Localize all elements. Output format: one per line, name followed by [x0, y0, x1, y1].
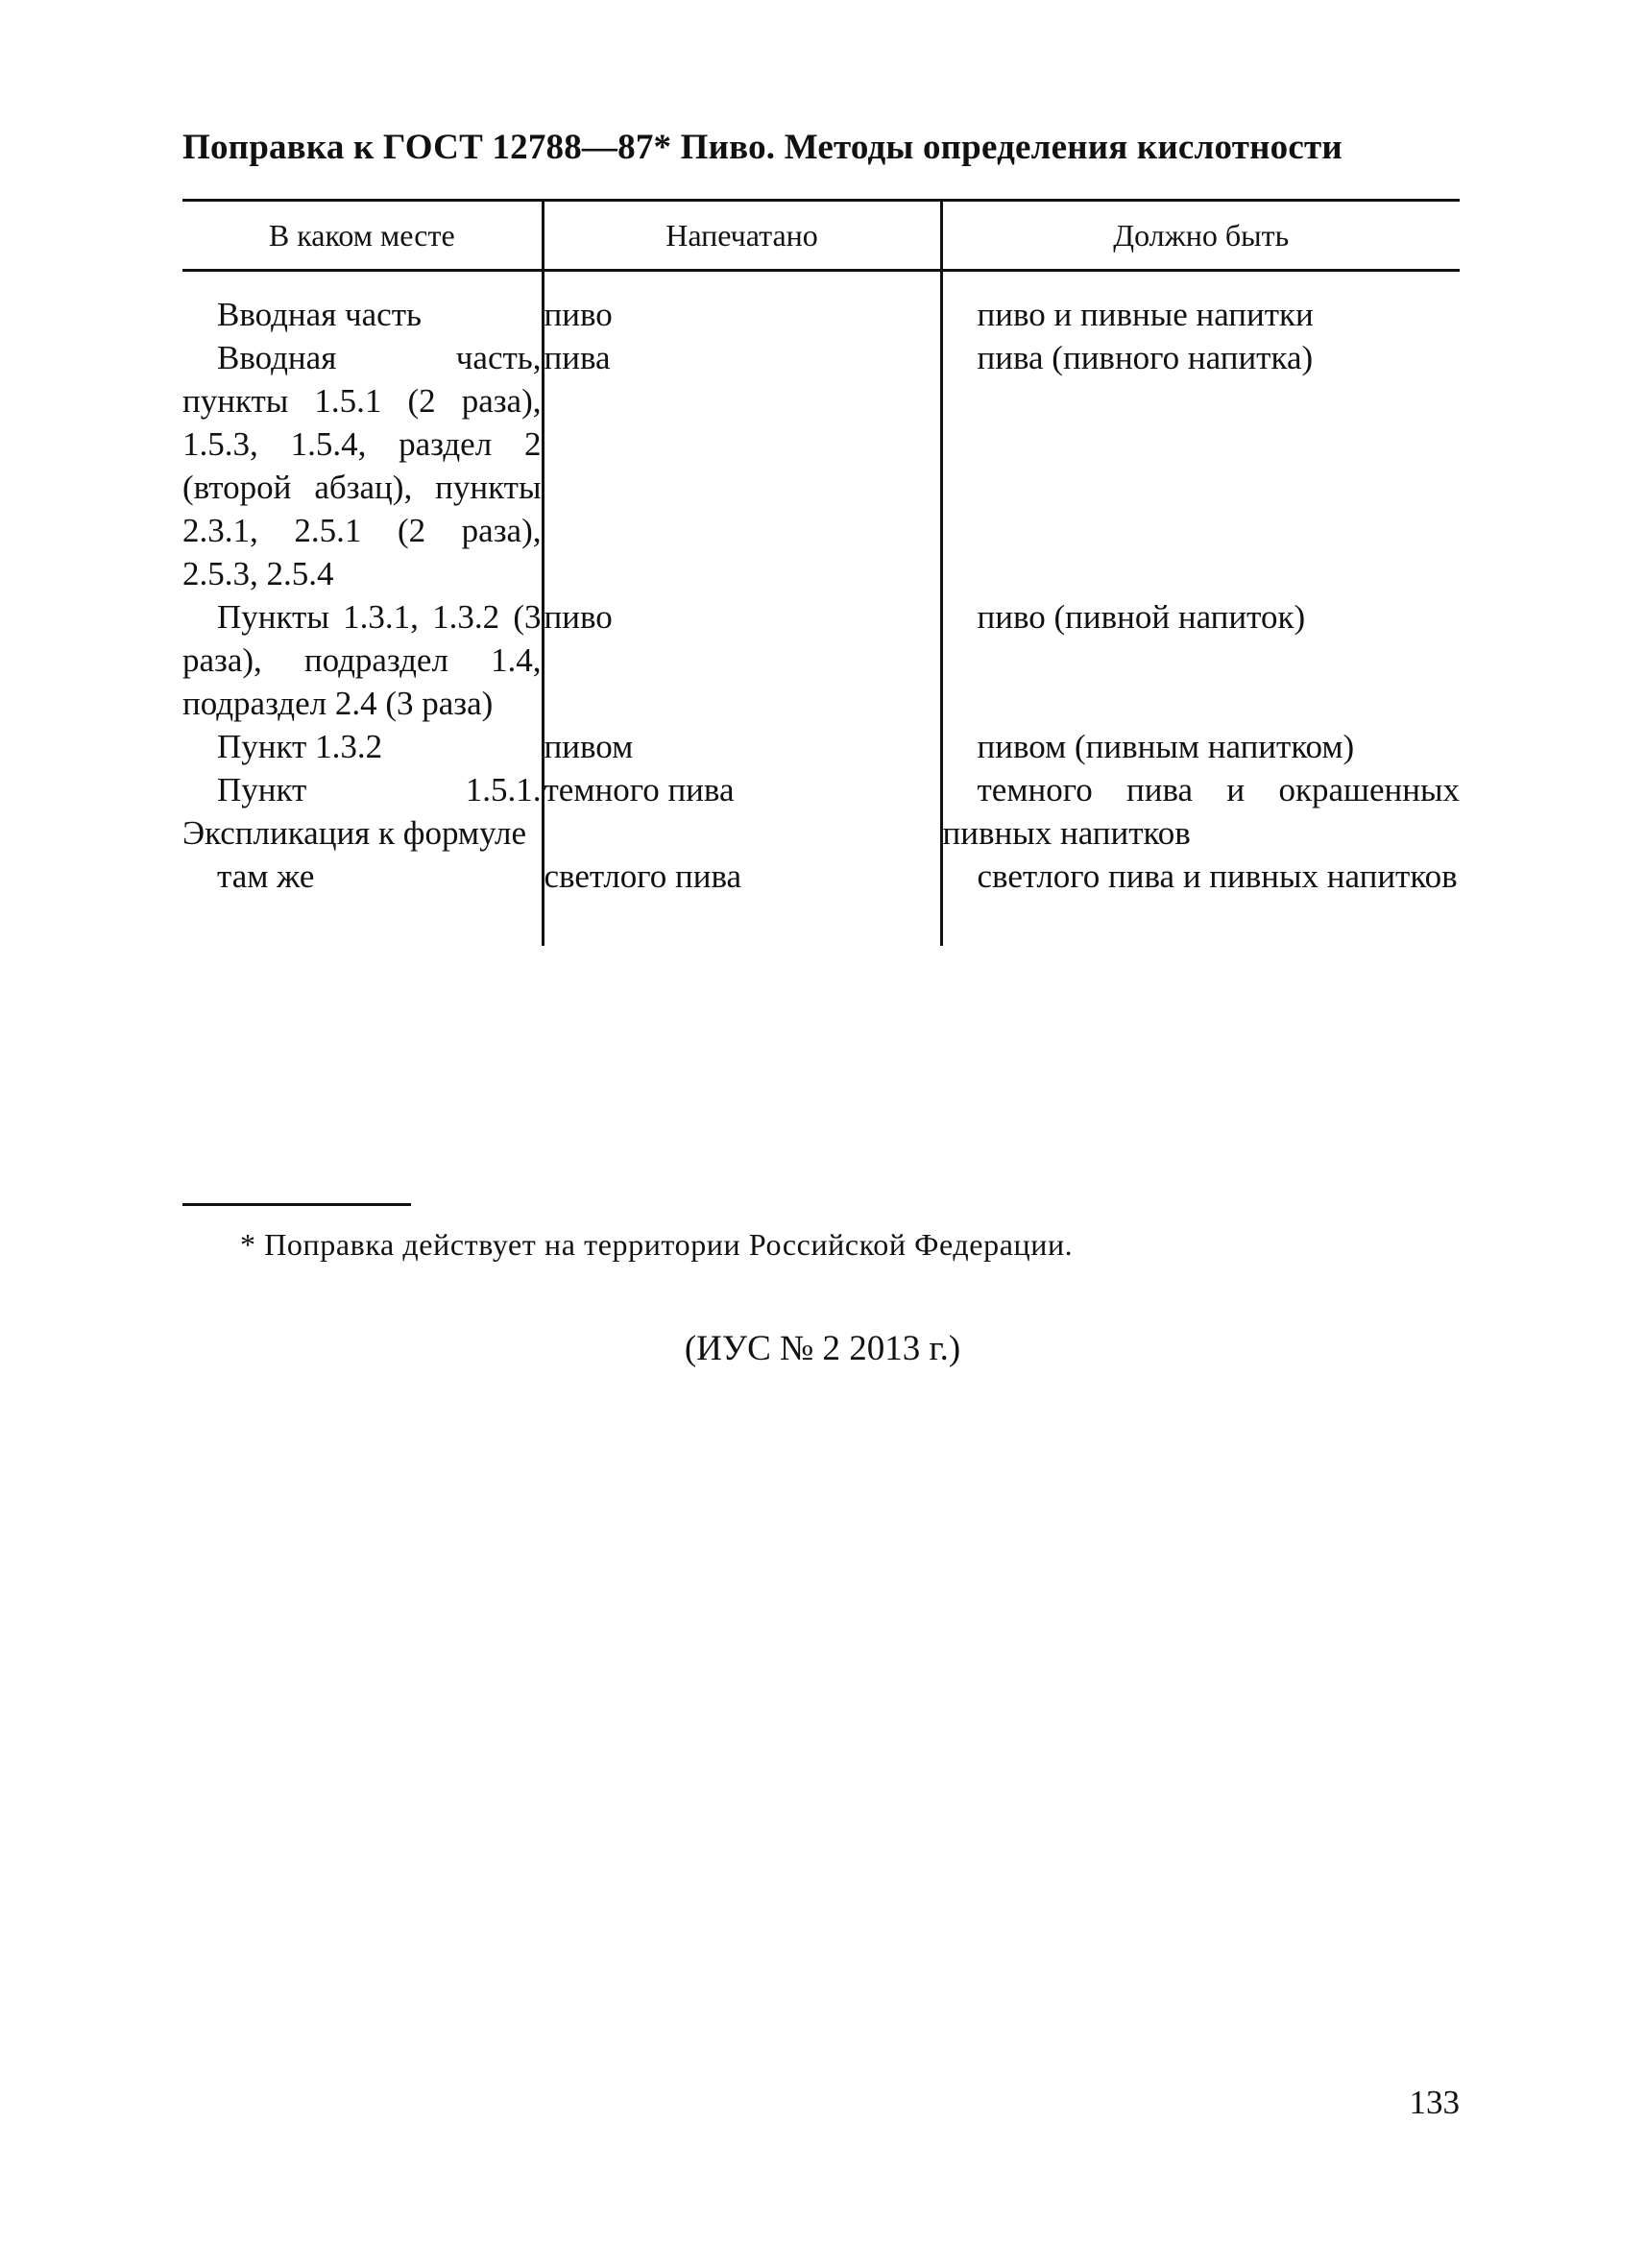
- cell-place: Вводная часть, пункты 1.5.1 (2 раза), 1.5.3, 1.5.4, раздел 2 (второй абзац), пункты 2.3.1, 2.5.1 (2 раза), 2.5.3, 2.5.4: [182, 339, 542, 592]
- publication-reference: (ИУС № 2 2013 г.): [684, 1329, 961, 1368]
- header-printed: Напечатано: [543, 201, 941, 271]
- table-row: [182, 855, 1460, 898]
- corrections-table-container: [182, 199, 1460, 946]
- footnote-divider: [182, 1203, 411, 1206]
- cell-printed: темного пива: [543, 768, 941, 855]
- cell-should-be: пива (пивного напитка): [941, 336, 1460, 595]
- table-row: [182, 768, 1460, 855]
- cell-place: Пункт 1.5.1. Экспликация к формуле: [182, 771, 542, 852]
- header-should-be: Должно быть: [941, 201, 1460, 271]
- corrections-table: [182, 199, 1460, 946]
- footnote: * Поправка действует на территории Российской Федерации.: [240, 1227, 1074, 1262]
- table-row: [182, 725, 1460, 768]
- cell-should-be: пивом (пивным напитком): [941, 725, 1460, 768]
- cell-should-be: темного пива и окрашенных пивных напитков: [941, 768, 1460, 855]
- cell-place: там же: [217, 857, 315, 895]
- cell-printed: пиво: [543, 595, 941, 725]
- cell-should-be: светлого пива и пивных напитков: [941, 855, 1460, 898]
- table-spacer-row: [182, 898, 1460, 946]
- table-spacer-row: [182, 271, 1460, 294]
- cell-should-be: пиво и пивные напитки: [941, 293, 1460, 336]
- table-row: [182, 595, 1460, 725]
- table-row: [182, 293, 1460, 336]
- cell-place: Пункты 1.3.1, 1.3.2 (3 раза), подраздел 1.4, подраздел 2.4 (3 раза): [182, 598, 542, 722]
- cell-should-be: пиво (пивной напиток): [941, 595, 1460, 725]
- cell-printed: пивом: [543, 725, 941, 768]
- header-place: В каком месте: [182, 201, 543, 271]
- cell-place: Пункт 1.3.2: [217, 728, 383, 765]
- cell-printed: светлого пива: [543, 855, 941, 898]
- document-title: Поправка к ГОСТ 12788—87* Пиво. Методы определения кислотности: [182, 128, 1343, 167]
- table-row: [182, 336, 1460, 595]
- cell-place: Вводная часть: [217, 296, 422, 333]
- table-header-row: [182, 201, 1460, 271]
- page-number: 133: [1409, 2084, 1460, 2121]
- cell-printed: пиво: [543, 293, 941, 336]
- cell-printed: пива: [543, 336, 941, 595]
